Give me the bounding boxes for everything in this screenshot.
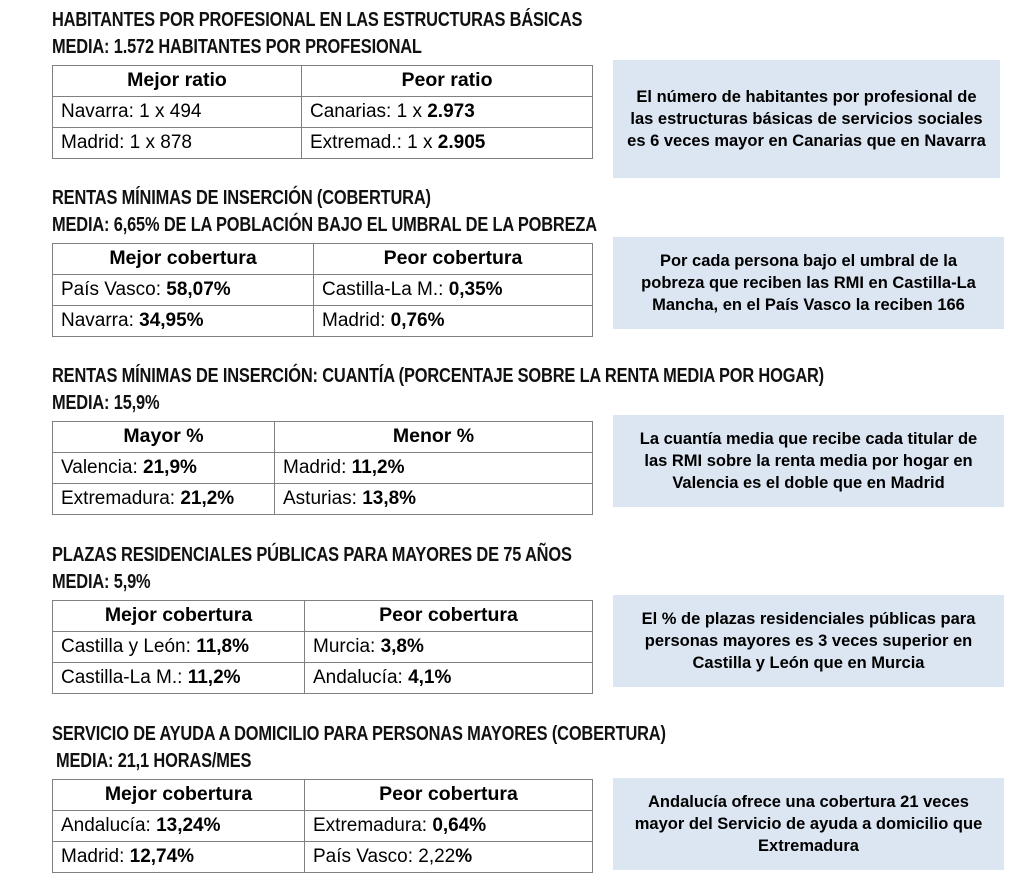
cell-label: País Vasco: 2,22 xyxy=(313,845,456,867)
table-cell xyxy=(53,663,305,694)
cell-value: 2.973 xyxy=(427,100,475,122)
callout-box xyxy=(613,237,1004,329)
cell-value: 21,9% xyxy=(143,456,197,478)
callout-box xyxy=(613,595,1004,687)
table-cell xyxy=(305,632,593,663)
cell-label: Extremad.: 1 x xyxy=(310,131,438,153)
comparison-table xyxy=(52,65,593,159)
cell-value: 58,07% xyxy=(166,278,231,300)
cell-value: % xyxy=(455,845,473,867)
callout-text: La cuantía media que recibe cada titular de las RMI sobre la renta media por hogar en Valencia es el doble que en Madrid xyxy=(639,430,978,492)
cell-label: Valencia: xyxy=(61,456,144,478)
cell-label: Madrid: xyxy=(283,456,352,478)
callout-text: El % de plazas residenciales públicas para personas mayores es 3 veces superior en Castilla y León que en Murcia xyxy=(641,610,976,672)
table-header-cell: Peor cobertura xyxy=(305,780,593,811)
section-average: MEDIA: 15,9% xyxy=(52,391,160,414)
table-cell xyxy=(53,306,314,337)
table-cell xyxy=(314,275,593,306)
cell-label: Navarra: 1 x xyxy=(61,100,170,122)
table-row xyxy=(53,97,593,128)
cell-value: 13,8% xyxy=(362,487,417,509)
table-header-cell: Mejor cobertura xyxy=(53,780,305,811)
cell-value: 11,2% xyxy=(187,666,241,688)
table-row xyxy=(53,663,593,694)
table-header-cell: Menor % xyxy=(275,422,593,453)
section-left-column xyxy=(52,543,702,694)
cell-label: Andalucía: xyxy=(313,666,409,688)
table-header-row xyxy=(53,244,593,275)
table-cell xyxy=(302,97,593,128)
table-header-row xyxy=(53,422,593,453)
callout-text: El número de habitantes por profesional de las estructuras básicas de servicios sociales es 6 veces mayor en Canarias que en Navarra xyxy=(627,88,986,150)
cell-value: 494 xyxy=(169,100,202,122)
cell-value: 11,2% xyxy=(351,456,405,478)
section-title: HABITANTES POR PROFESIONAL EN LAS ESTRUCTURAS BÁSICAS xyxy=(52,8,583,31)
table-row xyxy=(53,128,593,159)
cell-value: 4,1% xyxy=(408,666,452,688)
table-row xyxy=(53,811,593,842)
table-header-cell: Mejor ratio xyxy=(53,66,302,97)
table-row xyxy=(53,453,593,484)
cell-label: Canarias: 1 x xyxy=(310,100,428,122)
table-cell xyxy=(305,663,593,694)
table-row xyxy=(53,306,593,337)
table-header-cell: Mejor cobertura xyxy=(53,244,314,275)
cell-label: Castilla-La M.: xyxy=(61,666,188,688)
section-average: MEDIA: 5,9% xyxy=(52,570,151,593)
cell-value: 0,64% xyxy=(432,814,487,836)
cell-value: 21,2% xyxy=(180,487,235,509)
table-row xyxy=(53,484,593,515)
table-cell xyxy=(275,484,593,515)
table-cell xyxy=(53,97,302,128)
cell-value: 12,74% xyxy=(129,845,195,867)
table-cell xyxy=(53,453,275,484)
callout-text: Por cada persona bajo el umbral de la pobreza que reciben las RMI en Castilla-La Mancha, en el País Vasco la reciben 166 xyxy=(641,252,976,314)
table-cell xyxy=(53,275,314,306)
cell-value: 2.905 xyxy=(437,131,486,153)
cell-label: Castilla-La M.: xyxy=(322,278,449,300)
table-cell xyxy=(53,811,305,842)
table-cell xyxy=(53,128,302,159)
table-cell xyxy=(275,453,593,484)
comparison-table xyxy=(52,243,593,337)
cell-value: 11,8% xyxy=(196,635,250,657)
table-header-row xyxy=(53,780,593,811)
comparison-table xyxy=(52,421,593,515)
cell-value: 34,95% xyxy=(139,309,204,331)
comparison-table xyxy=(52,779,593,873)
table-cell xyxy=(305,842,593,873)
callout-box xyxy=(613,60,1000,178)
cell-label: Madrid: xyxy=(322,309,391,331)
table-row xyxy=(53,632,593,663)
section-title: SERVICIO DE AYUDA A DOMICILIO PARA PERSONAS MAYORES (COBERTURA) xyxy=(52,722,666,745)
cell-value: 878 xyxy=(160,131,192,153)
cell-label: Extremadura: xyxy=(61,487,181,509)
cell-label: Madrid: xyxy=(61,845,130,867)
table-header-cell: Mayor % xyxy=(53,422,275,453)
cell-label: Murcia: xyxy=(313,635,381,657)
table-header-cell: Mejor cobertura xyxy=(53,601,305,632)
section-title: RENTAS MÍNIMAS DE INSERCIÓN (COBERTURA) xyxy=(52,186,431,209)
section-average: MEDIA: 1.572 HABITANTES POR PROFESIONAL xyxy=(52,35,422,58)
cell-value: 0,35% xyxy=(448,278,503,300)
table-cell xyxy=(305,811,593,842)
table-header-row xyxy=(53,66,593,97)
section-title: RENTAS MÍNIMAS DE INSERCIÓN: CUANTÍA (PORCENTAJE SOBRE LA RENTA MEDIA POR HOGAR) xyxy=(52,364,824,387)
cell-label: Madrid: 1 x xyxy=(61,131,161,153)
cell-label: Andalucía: xyxy=(61,814,157,836)
table-cell xyxy=(53,842,305,873)
table-cell xyxy=(53,484,275,515)
cell-value: 13,24% xyxy=(156,814,221,836)
cell-label: Asturias: xyxy=(283,487,363,509)
table-header-cell: Peor cobertura xyxy=(314,244,593,275)
table-cell xyxy=(53,632,305,663)
comparison-table xyxy=(52,600,593,694)
table-header-row xyxy=(53,601,593,632)
cell-label: Extremadura: xyxy=(313,814,433,836)
cell-value: 0,76% xyxy=(390,309,445,331)
cell-label: Castilla y León: xyxy=(61,635,197,657)
table-row xyxy=(53,275,593,306)
table-cell xyxy=(302,128,593,159)
cell-label: País Vasco: xyxy=(61,278,167,300)
callout-box xyxy=(613,415,1004,507)
section-average: MEDIA: 21,1 HORAS/MES xyxy=(56,749,252,772)
cell-value: 3,8% xyxy=(380,635,424,657)
table-cell xyxy=(314,306,593,337)
table-header-cell: Peor cobertura xyxy=(305,601,593,632)
section-title: PLAZAS RESIDENCIALES PÚBLICAS PARA MAYORES DE 75 AÑOS xyxy=(52,543,572,566)
callout-text: Andalucía ofrece una cobertura 21 veces mayor del Servicio de ayuda a domicilio que Extremadura xyxy=(634,793,983,855)
table-header-cell: Peor ratio xyxy=(302,66,593,97)
table-row xyxy=(53,842,593,873)
callout-box xyxy=(613,778,1004,870)
cell-label: Navarra: xyxy=(61,309,140,331)
section-average: MEDIA: 6,65% DE LA POBLACIÓN BAJO EL UMBRAL DE LA POBREZA xyxy=(52,213,597,236)
